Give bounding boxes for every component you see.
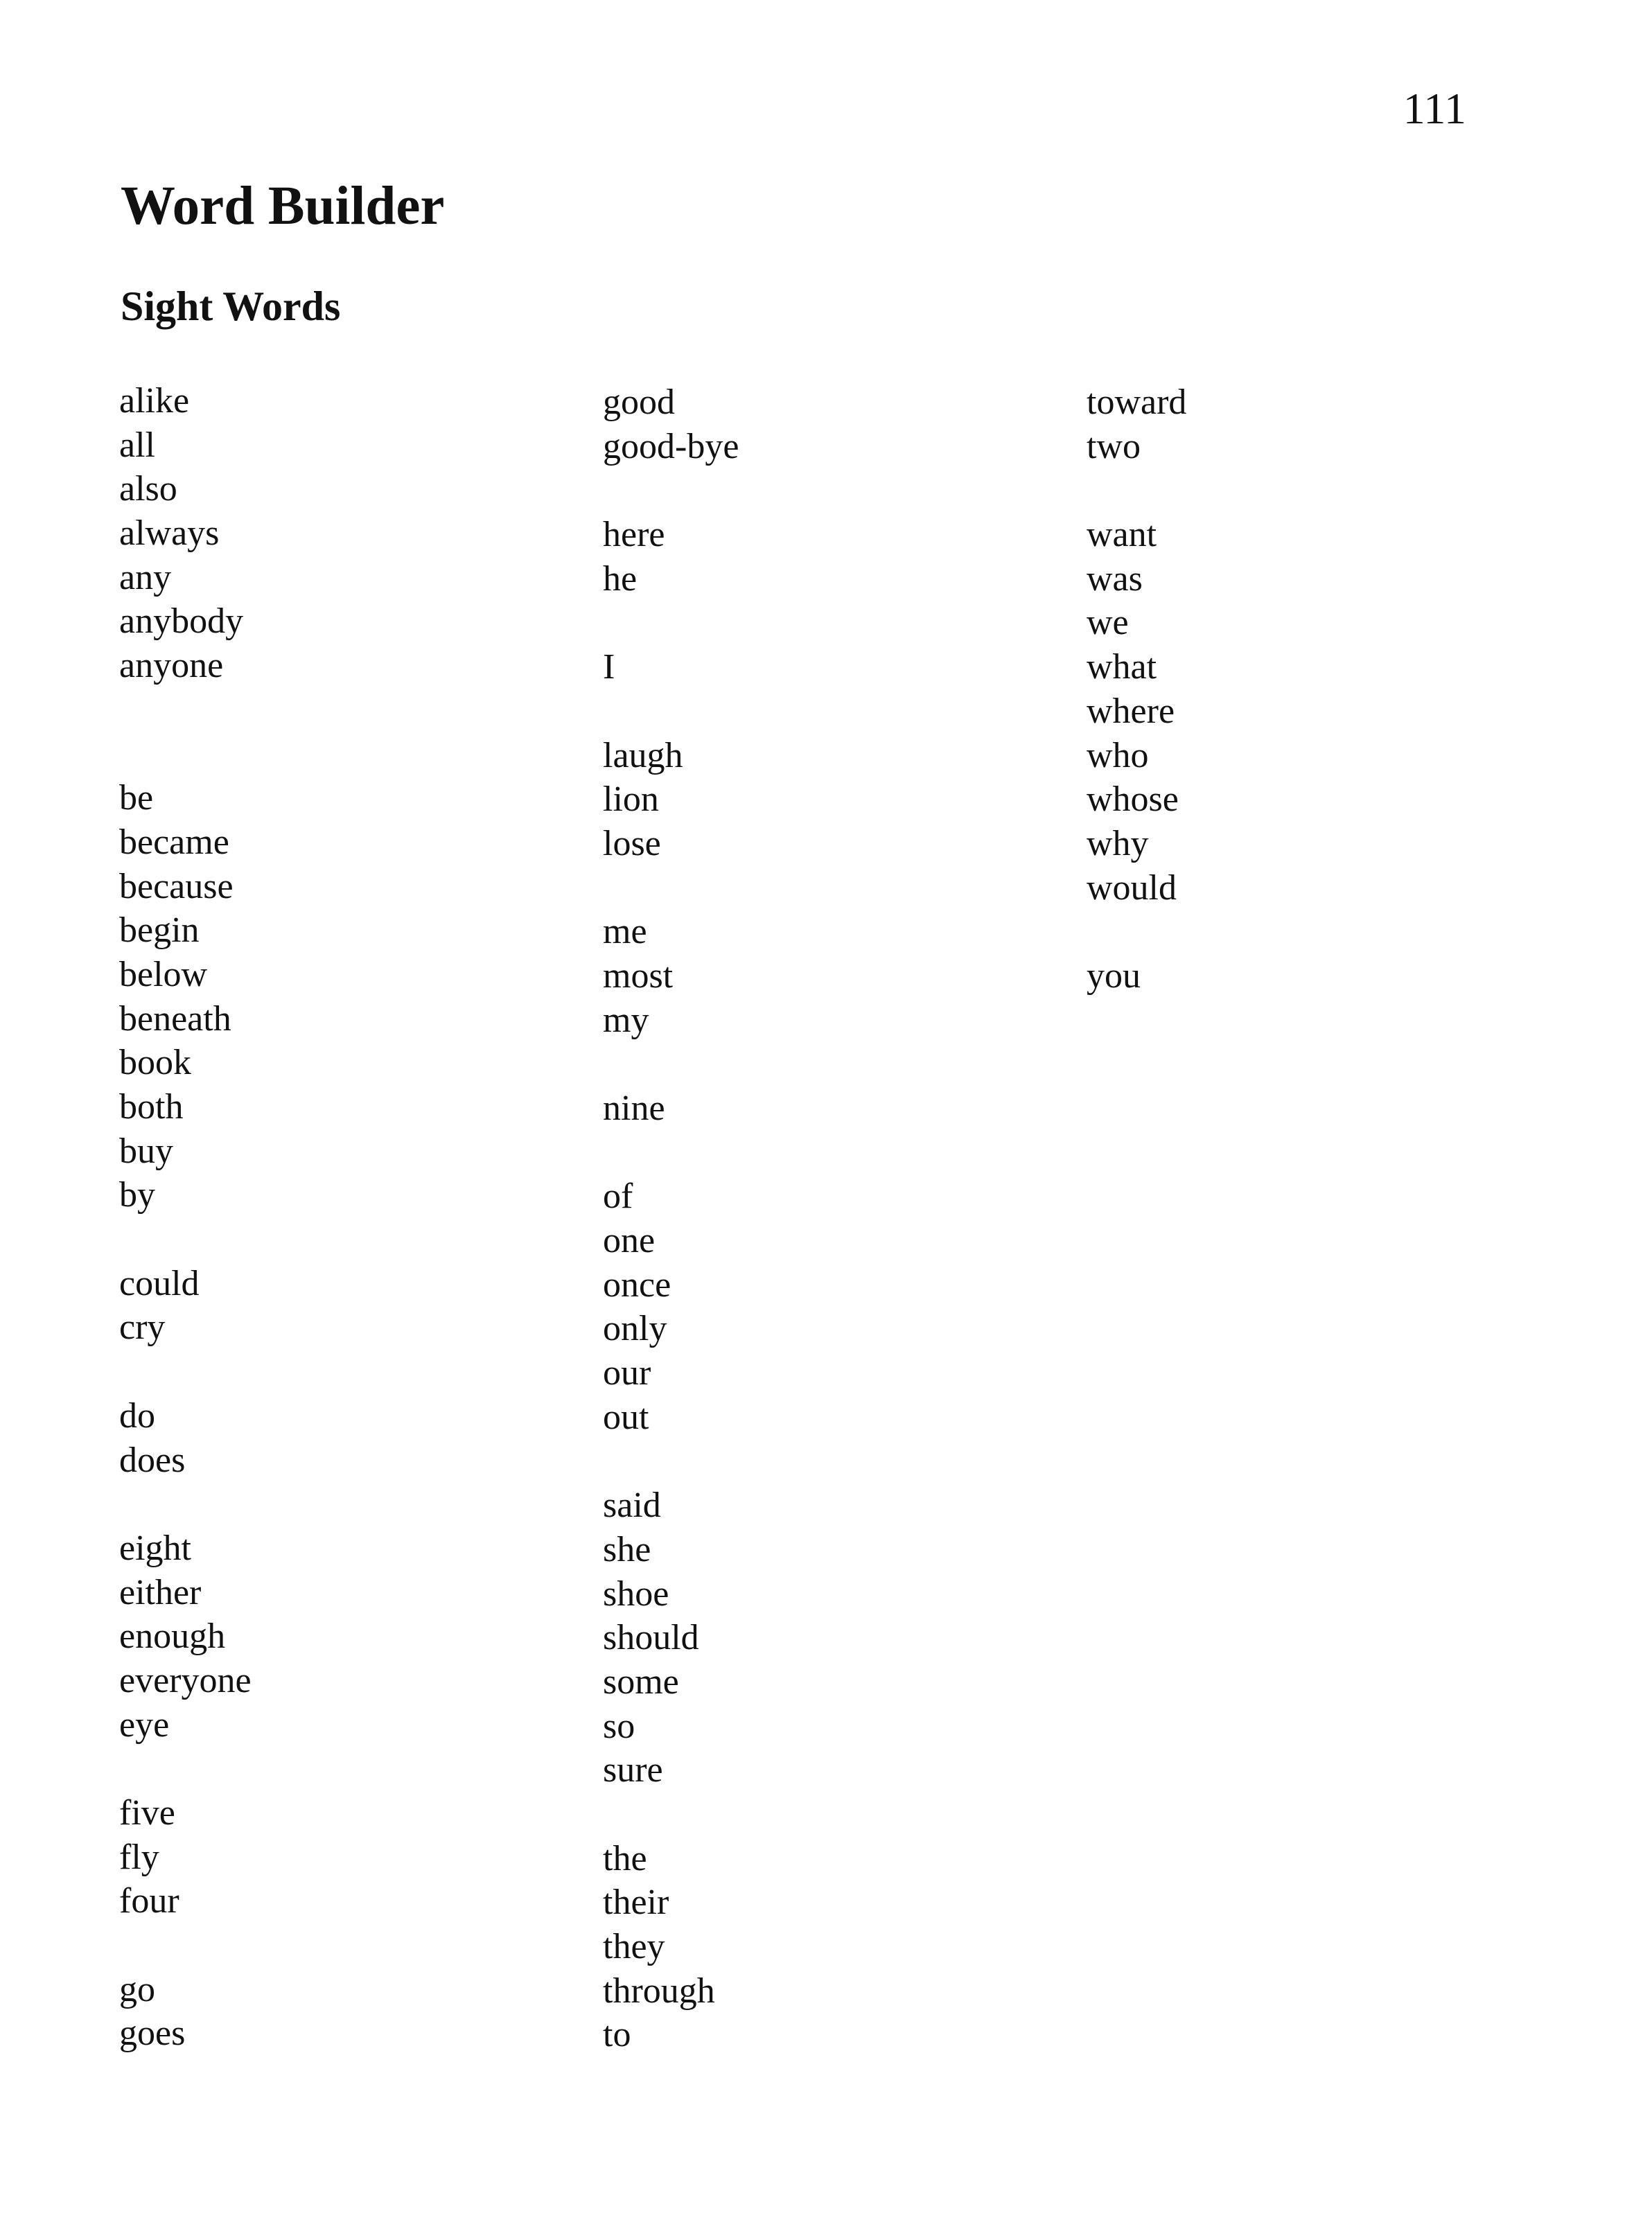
sight-word: go [119, 1969, 155, 2009]
sight-word: who [1087, 735, 1149, 775]
sight-word: nine [603, 1089, 665, 1128]
sight-word: laugh [603, 735, 683, 775]
blank-row [603, 1440, 739, 1484]
sight-word: does [119, 1440, 186, 1480]
word-column-1 [119, 379, 252, 2056]
sight-word: lion [603, 779, 659, 820]
sight-word: good [603, 382, 675, 422]
sight-word: so [603, 1706, 635, 1746]
sight-word: said [603, 1486, 661, 1526]
sight-word: want [1087, 515, 1157, 555]
sight-word: cry [119, 1307, 166, 1348]
blank-row [119, 1350, 252, 1394]
sight-word: lose [603, 823, 661, 863]
sight-word: of [603, 1177, 633, 1217]
blank-row [603, 1042, 739, 1086]
sight-word: most [603, 955, 674, 996]
sight-word: to [603, 2015, 631, 2055]
blank-row [119, 1217, 252, 1262]
sight-word: where [1087, 691, 1175, 731]
sight-word: any [119, 557, 172, 597]
sight-word: me [603, 912, 647, 952]
sight-word: once [603, 1265, 671, 1305]
sight-word: book [119, 1043, 191, 1083]
sight-word: their [603, 1883, 669, 1923]
sight-word: toward [1087, 382, 1187, 422]
sight-word: was [1087, 558, 1143, 599]
sight-word: begin [119, 910, 200, 951]
blank-row [1087, 468, 1186, 513]
sight-word: whose [1087, 779, 1179, 820]
sight-word: eye [119, 1704, 170, 1745]
sight-word: they [603, 1927, 665, 1967]
sight-word: only [603, 1309, 667, 1349]
blank-row [603, 601, 739, 645]
blank-row [1087, 910, 1186, 954]
sight-word: what [1087, 647, 1157, 687]
sight-word: eight [119, 1528, 191, 1568]
page-number: 111 [1403, 84, 1466, 133]
sight-word: one [603, 1221, 656, 1261]
sight-word: sure [603, 1750, 663, 1790]
sight-word: he [603, 558, 638, 599]
sight-word: we [1087, 603, 1129, 643]
sight-word: out [603, 1397, 649, 1437]
blank-row [119, 732, 252, 777]
sight-word: because [119, 866, 234, 906]
sight-word: shoe [603, 1574, 669, 1614]
sight-word: two [1087, 426, 1141, 466]
sight-word: anyone [119, 646, 224, 686]
word-column-3 [1087, 380, 1186, 998]
sight-word: I [603, 647, 615, 687]
sight-word: became [119, 822, 229, 862]
sight-word: alike [119, 381, 190, 421]
sight-word: do [119, 1395, 155, 1436]
sight-word: my [603, 1000, 649, 1040]
page-title: Word Builder [121, 176, 445, 236]
sight-word: buy [119, 1131, 173, 1171]
sight-word: our [603, 1353, 651, 1393]
sight-word: would [1087, 867, 1177, 908]
sight-word: be [119, 778, 154, 818]
blank-row [119, 688, 252, 732]
sight-word: goes [119, 2014, 186, 2054]
section-title: Sight Words [121, 283, 341, 329]
blank-row [603, 1792, 739, 1837]
sight-word: through [603, 1971, 715, 2011]
sight-word: either [119, 1572, 202, 1612]
sight-word: anybody [119, 601, 244, 642]
sight-word: why [1087, 823, 1149, 863]
sight-word: below [119, 954, 208, 994]
sight-word: five [119, 1793, 175, 1833]
blank-row [603, 689, 739, 734]
sight-word: all [119, 425, 155, 465]
sight-word: good-bye [603, 426, 739, 466]
sight-word: here [603, 515, 665, 555]
sight-word: everyone [119, 1660, 252, 1700]
sight-word: fly [119, 1837, 159, 1877]
sight-word: also [119, 469, 177, 509]
sight-word: you [1087, 955, 1141, 996]
blank-row [603, 468, 739, 513]
sight-word: should [603, 1618, 699, 1658]
blank-row [119, 1482, 252, 1526]
blank-row [603, 1131, 739, 1175]
sight-word: both [119, 1087, 184, 1127]
sight-word: could [119, 1263, 200, 1303]
sight-word: the [603, 1838, 647, 1878]
sight-word: some [603, 1662, 679, 1702]
sight-word: by [119, 1175, 155, 1215]
blank-row [603, 866, 739, 910]
sight-word: beneath [119, 998, 231, 1039]
sight-word: enough [119, 1616, 226, 1657]
sight-word: always [119, 513, 220, 554]
sight-word: she [603, 1529, 651, 1569]
word-column-2 [603, 380, 739, 2057]
blank-row [119, 1747, 252, 1791]
blank-row [119, 1923, 252, 1968]
sight-word: four [119, 1881, 179, 1921]
